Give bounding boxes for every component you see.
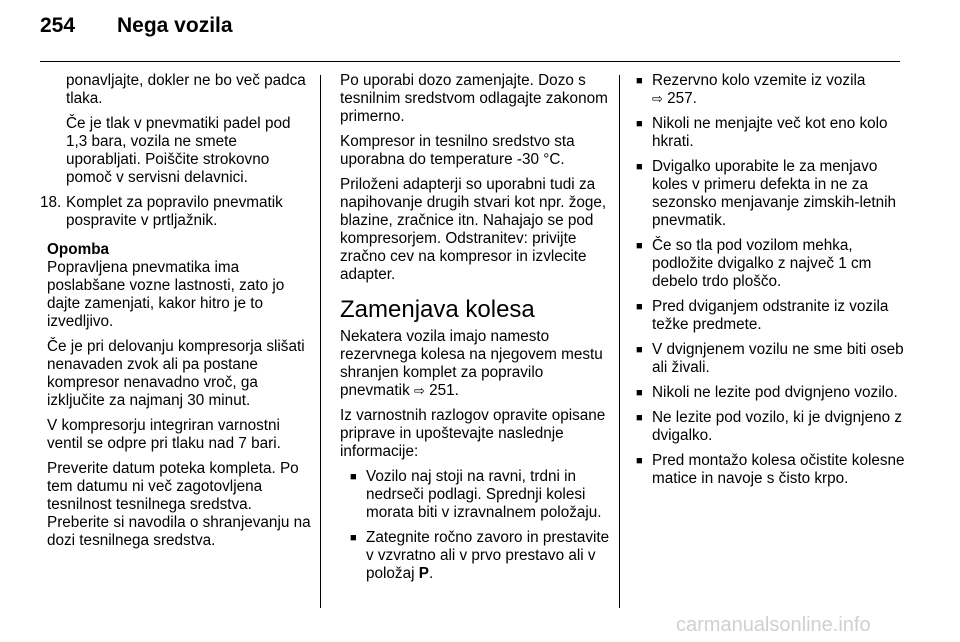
- column-1: [40, 72, 312, 557]
- list-item: ■ Pred dviganjem odstranite iz vozila težke predmete.: [636, 298, 889, 333]
- note-paragraph: V kompresorju integriran varnostni ventil se odpre pri tlaku nad 7 bari.: [47, 417, 281, 452]
- bullet-icon: ■: [636, 240, 643, 252]
- list-item: ■ V dvignjenem vozilu ne sme biti oseb ali živali.: [636, 341, 904, 376]
- paragraph: Iz varnostnih razlogov opravite opisane priprave in upoštevajte naslednje informacije:: [340, 407, 606, 460]
- bullet-icon: ■: [350, 471, 357, 483]
- list-item: ■ Vozilo naj stoji na ravni, trdni in nedrseči podlagi. Sprednji kolesi morata biti v izravnalnem položaju.: [350, 468, 602, 521]
- bullet-icon: ■: [636, 344, 643, 356]
- list-item: ■ Nikoli ne menjajte več kot eno kolo hkrati.: [636, 115, 888, 150]
- bullet-icon: ■: [636, 118, 643, 130]
- note-paragraph: Popravljena pnevmatika ima poslabšane vozne lastnosti, zato jo dajte zamenjati, kakor hitro je to izvedljivo.: [47, 259, 285, 330]
- list-item: ■ Zategnite ročno zavoro in prestavite v vzvratno ali v prvo prestavo ali v položaj P.: [350, 529, 610, 582]
- bullet-icon: ■: [636, 161, 643, 173]
- page-ref-arrow-icon: ⇨: [652, 91, 663, 106]
- paragraph: Priloženi adapterji so uporabni tudi za napihovanje drugih stvari kot npr. žoge, blazine, zračnice itn. Nahajajo se pod kompresorjem. Odstranitev: privijte zračno cev na kompresor in izvlecite adapter.: [340, 176, 607, 283]
- bullet-icon: ■: [350, 532, 357, 544]
- note-block: [40, 241, 312, 550]
- bullet-icon: ■: [636, 455, 643, 467]
- column-divider-right: [619, 75, 620, 608]
- list-item: ■ Nikoli ne lezite pod dvignjeno vozilo.: [636, 384, 898, 401]
- header-rule: [40, 61, 900, 62]
- list-item: ■ Dvigalko uporabite le za menjavo koles v primeru defekta in ne za sezonsko menjavanje zimskih-letnih pnevmatik.: [636, 158, 897, 229]
- paragraph: Nekatera vozila imajo namesto rezervnega kolesa na njegovem mestu shranjen komplet za popravilo pnevmatik ⇨ 251.: [340, 328, 603, 399]
- column-2: [340, 72, 612, 590]
- paragraph: ponavljajte, dokler ne bo več padca tlaka.: [66, 72, 306, 107]
- watermark: carmanualsonline.info: [676, 614, 871, 636]
- page-header: [40, 14, 233, 38]
- note-paragraph: Preverite datum poteka kompleta. Po tem datumu ni več zagotovljena tesnilnost tesnilnega sredstva. Preberite si navodila o shranjevanju na dozi tesnilnega sredstva.: [47, 460, 311, 549]
- section-heading: Zamenjava kolesa: [340, 296, 535, 323]
- paragraph: Če je tlak v pnevmatiki padel pod 1,3 bara, vozila ne smete uporabljati. Poiščite strokovno pomoč v servisni delavnici.: [66, 115, 291, 186]
- page-title: Nega vozila: [117, 14, 233, 37]
- page-ref: 251.: [429, 382, 459, 399]
- bullet-icon: ■: [636, 412, 643, 424]
- note-paragraph: Če je pri delovanju kompresorja slišati nenavaden zvok ali pa postane kompresor nenavadno vroč, ga izključite za najmanj 30 minut.: [47, 338, 305, 409]
- column-3: [636, 72, 908, 495]
- step-text: Komplet za popravilo pnevmatik pospravite v prtljažnik.: [66, 194, 283, 229]
- bullet-icon: ■: [636, 387, 643, 399]
- list-item: ■ Če so tla pod vozilom mehka, podložite dvigalko z največ 1 cm debelo trdo ploščo.: [636, 237, 872, 290]
- numbered-step-18: [40, 194, 312, 230]
- paragraph: Kompresor in tesnilno sredstvo sta uporabna do temperature -30 °C.: [340, 133, 575, 168]
- list-item: ■ Pred montažo kolesa očistite kolesne matice in navoje s čisto krpo.: [636, 452, 905, 487]
- bullet-icon: ■: [636, 301, 643, 313]
- page-ref: 257.: [667, 90, 697, 107]
- page-number: 254: [40, 14, 76, 37]
- list-item: ■ Rezervno kolo vzemite iz vozila ⇨ 257.: [636, 72, 866, 107]
- note-title: Opomba: [47, 241, 110, 258]
- bullet-icon: ■: [636, 75, 643, 87]
- list-item: ■ Ne lezite pod vozilo, ki je dvignjeno z dvigalko.: [636, 409, 902, 444]
- page-ref-arrow-icon: ⇨: [413, 383, 425, 398]
- step-number: 18.: [40, 194, 62, 211]
- column-divider-left: [320, 75, 321, 608]
- paragraph: Po uporabi dozo zamenjajte. Dozo s tesnilnim sredstvom odlagajte zakonom primerno.: [340, 72, 608, 125]
